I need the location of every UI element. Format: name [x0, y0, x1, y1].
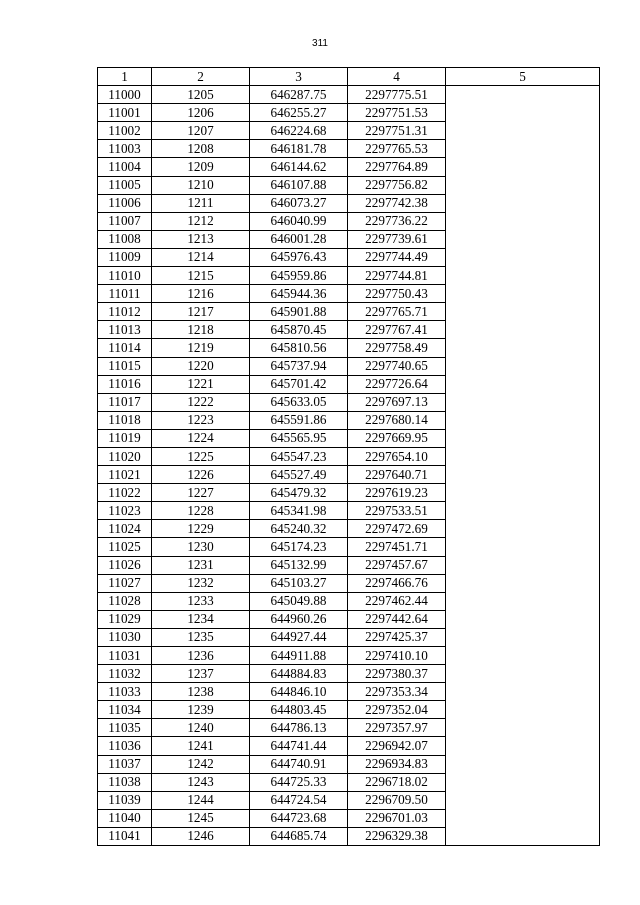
table-cell-col1: 11026	[98, 556, 152, 574]
table-cell-col2: 1233	[152, 592, 250, 610]
table-cell-col3: 644740.91	[250, 755, 348, 773]
table-cell-col4: 2297765.71	[348, 303, 446, 321]
table-cell-col1: 11024	[98, 520, 152, 538]
table-cell-col4: 2296718.02	[348, 773, 446, 791]
table-cell-col2: 1222	[152, 393, 250, 411]
table-cell-col2: 1236	[152, 647, 250, 665]
table-cell-col3: 646001.28	[250, 230, 348, 248]
table-cell-col2: 1234	[152, 610, 250, 628]
table-cell-col3: 645527.49	[250, 466, 348, 484]
table-cell-col4: 2297451.71	[348, 538, 446, 556]
table-cell-col2: 1244	[152, 791, 250, 809]
table-cell-col4: 2296934.83	[348, 755, 446, 773]
table-cell-col3: 645701.42	[250, 375, 348, 393]
table-cell-col1: 11021	[98, 466, 152, 484]
page-number: 311	[312, 38, 328, 49]
table-cell-col3: 645901.88	[250, 303, 348, 321]
table-cell-col1: 11005	[98, 176, 152, 194]
table-cell-col3: 644846.10	[250, 683, 348, 701]
table-cell-col2: 1216	[152, 285, 250, 303]
table-cell-col1: 11038	[98, 773, 152, 791]
table-cell-col4: 2297466.76	[348, 574, 446, 592]
table-cell-col3: 645959.86	[250, 267, 348, 285]
table-cell-col4: 2297442.64	[348, 610, 446, 628]
table-cell-col2: 1218	[152, 321, 250, 339]
table-cell-col3: 644884.83	[250, 665, 348, 683]
table-cell-col2: 1230	[152, 538, 250, 556]
table-cell-col1: 11031	[98, 647, 152, 665]
table-body	[98, 86, 600, 846]
table-cell-col4: 2297680.14	[348, 411, 446, 429]
column-header-5: 5	[446, 68, 600, 86]
table-cell-col1: 11007	[98, 212, 152, 230]
table-cell-col3: 646073.27	[250, 194, 348, 212]
table-cell-col4: 2296329.38	[348, 827, 446, 845]
table-cell-col1: 11022	[98, 484, 152, 502]
table-cell-col4: 2297352.04	[348, 701, 446, 719]
table-cell-col1: 11034	[98, 701, 152, 719]
table-cell-col2: 1239	[152, 701, 250, 719]
table-cell-col3: 645810.56	[250, 339, 348, 357]
table-cell-col4: 2297410.10	[348, 647, 446, 665]
table-cell-col4: 2297740.65	[348, 357, 446, 375]
table-cell-col2: 1213	[152, 230, 250, 248]
table-cell-col4: 2297739.61	[348, 230, 446, 248]
table-cell-col1: 11001	[98, 104, 152, 122]
table-cell-col4: 2297751.31	[348, 122, 446, 140]
table-cell-col3: 645565.95	[250, 429, 348, 447]
table-cell-col1: 11040	[98, 809, 152, 827]
table-cell-col4: 2297765.53	[348, 140, 446, 158]
table-cell-col2: 1224	[152, 429, 250, 447]
table-cell-col3: 645944.36	[250, 285, 348, 303]
table-cell-col2: 1229	[152, 520, 250, 538]
table-cell-col1: 11020	[98, 447, 152, 465]
table-cell-col1: 11036	[98, 737, 152, 755]
table-cell-col2: 1246	[152, 827, 250, 845]
table-cell-col1: 11032	[98, 665, 152, 683]
table-cell-col4: 2297744.81	[348, 267, 446, 285]
table-cell-col2: 1235	[152, 628, 250, 646]
table-cell-col3: 644786.13	[250, 719, 348, 737]
table-cell-col3: 645240.32	[250, 520, 348, 538]
table-cell-col3: 645479.32	[250, 484, 348, 502]
table-cell-col3: 644803.45	[250, 701, 348, 719]
table-cell-col2: 1226	[152, 466, 250, 484]
table-cell-col1: 11027	[98, 574, 152, 592]
table-cell-col2: 1241	[152, 737, 250, 755]
table-cell-col3: 645132.99	[250, 556, 348, 574]
table-cell-col1: 11041	[98, 827, 152, 845]
table-cell-col1: 11002	[98, 122, 152, 140]
table-cell-col1: 11025	[98, 538, 152, 556]
table-cell-col2: 1243	[152, 773, 250, 791]
table-cell-col2: 1217	[152, 303, 250, 321]
table-cell-col1: 11015	[98, 357, 152, 375]
table-cell-col4: 2297744.49	[348, 248, 446, 266]
table-cell-col2: 1238	[152, 683, 250, 701]
table-cell-col3: 646224.68	[250, 122, 348, 140]
table-cell-col3: 644960.26	[250, 610, 348, 628]
table-cell-col1: 11039	[98, 791, 152, 809]
table-cell-col4: 2297767.41	[348, 321, 446, 339]
table-cell-col1: 11003	[98, 140, 152, 158]
table-cell-col4: 2296701.03	[348, 809, 446, 827]
table-cell-col1: 11016	[98, 375, 152, 393]
table-cell-col4: 2297457.67	[348, 556, 446, 574]
table-cell-col1: 11028	[98, 592, 152, 610]
table-cell-col1: 11000	[98, 86, 152, 104]
table-cell-col3: 644723.68	[250, 809, 348, 827]
table-cell-col3: 645633.05	[250, 393, 348, 411]
table-cell-col1: 11030	[98, 628, 152, 646]
table-cell-col2: 1227	[152, 484, 250, 502]
table-cell-col1: 11037	[98, 755, 152, 773]
table-cell-col4: 2297697.13	[348, 393, 446, 411]
table-cell-col1: 11008	[98, 230, 152, 248]
table-cell-col2: 1228	[152, 502, 250, 520]
table-cell-col3: 645547.23	[250, 447, 348, 465]
table-cell-col4: 2297533.51	[348, 502, 446, 520]
coordinates-table	[97, 67, 600, 846]
table-cell-col1: 11018	[98, 411, 152, 429]
table-cell-col1: 11017	[98, 393, 152, 411]
table-header	[98, 68, 600, 86]
table-cell-col1: 11006	[98, 194, 152, 212]
table-cell-col4: 2297751.53	[348, 104, 446, 122]
table-cell-col2: 1208	[152, 140, 250, 158]
table-cell-col2: 1214	[152, 248, 250, 266]
table-cell-col3: 646181.78	[250, 140, 348, 158]
table-cell-col3: 645591.86	[250, 411, 348, 429]
table-cell-col2: 1210	[152, 176, 250, 194]
table-cell-col1: 11029	[98, 610, 152, 628]
table-cell-col2: 1232	[152, 574, 250, 592]
table-cell-col2: 1231	[152, 556, 250, 574]
table-cell-col3: 645049.88	[250, 592, 348, 610]
table-cell-col3: 646107.88	[250, 176, 348, 194]
table-cell-col2: 1211	[152, 194, 250, 212]
table-cell-col1: 11011	[98, 285, 152, 303]
table-cell-col2: 1220	[152, 357, 250, 375]
table-cell-col3: 644724.54	[250, 791, 348, 809]
table-cell-col1: 11010	[98, 267, 152, 285]
table-cell-col4: 2297654.10	[348, 447, 446, 465]
table-cell-col1: 11023	[98, 502, 152, 520]
table-cell-col3: 646255.27	[250, 104, 348, 122]
table-cell-col3: 646144.62	[250, 158, 348, 176]
table-cell-col4: 2296942.07	[348, 737, 446, 755]
table-cell-col3: 646287.75	[250, 86, 348, 104]
column-header-4: 4	[348, 68, 446, 86]
column-header-2: 2	[152, 68, 250, 86]
table-cell-col3: 644685.74	[250, 827, 348, 845]
notes-cell	[446, 86, 600, 846]
table-cell-col4: 2297775.51	[348, 86, 446, 104]
table-cell-col4: 2297764.89	[348, 158, 446, 176]
table-cell-col4: 2297357.97	[348, 719, 446, 737]
table-cell-col2: 1215	[152, 267, 250, 285]
table-cell-col3: 645341.98	[250, 502, 348, 520]
table-cell-col4: 2297353.34	[348, 683, 446, 701]
table-cell-col4: 2297472.69	[348, 520, 446, 538]
table-cell-col2: 1221	[152, 375, 250, 393]
table-cell-col1: 11013	[98, 321, 152, 339]
table-cell-col1: 11035	[98, 719, 152, 737]
table-cell-col4: 2297380.37	[348, 665, 446, 683]
table-cell-col3: 645174.23	[250, 538, 348, 556]
table-cell-col4: 2297750.43	[348, 285, 446, 303]
table-cell-col1: 11012	[98, 303, 152, 321]
table-cell-col2: 1225	[152, 447, 250, 465]
table-cell-col4: 2297619.23	[348, 484, 446, 502]
table-cell-col2: 1223	[152, 411, 250, 429]
table-cell-col1: 11019	[98, 429, 152, 447]
table-cell-col4: 2297462.44	[348, 592, 446, 610]
table-cell-col3: 645103.27	[250, 574, 348, 592]
table-cell-col4: 2297736.22	[348, 212, 446, 230]
table-cell-col2: 1212	[152, 212, 250, 230]
table-cell-col2: 1237	[152, 665, 250, 683]
table-cell-col3: 644927.44	[250, 628, 348, 646]
table-cell-col3: 645737.94	[250, 357, 348, 375]
table-cell-col1: 11009	[98, 248, 152, 266]
table-cell-col3: 646040.99	[250, 212, 348, 230]
table-cell-col2: 1209	[152, 158, 250, 176]
table-cell-col4: 2297756.82	[348, 176, 446, 194]
table-cell-col2: 1207	[152, 122, 250, 140]
table-cell-col4: 2297425.37	[348, 628, 446, 646]
table-cell-col3: 645870.45	[250, 321, 348, 339]
table-cell-col3: 644741.44	[250, 737, 348, 755]
table-cell-col2: 1240	[152, 719, 250, 737]
table-cell-col3: 644911.88	[250, 647, 348, 665]
table-cell-col1: 11033	[98, 683, 152, 701]
table-cell-col4: 2297742.38	[348, 194, 446, 212]
table-cell-col3: 645976.43	[250, 248, 348, 266]
table-row	[98, 86, 600, 104]
table-cell-col4: 2297758.49	[348, 339, 446, 357]
header-row	[98, 68, 600, 86]
table-cell-col2: 1219	[152, 339, 250, 357]
table-cell-col3: 644725.33	[250, 773, 348, 791]
table-cell-col2: 1205	[152, 86, 250, 104]
column-header-3: 3	[250, 68, 348, 86]
table-cell-col2: 1206	[152, 104, 250, 122]
table-cell-col1: 11004	[98, 158, 152, 176]
column-header-1: 1	[98, 68, 152, 86]
table-cell-col1: 11014	[98, 339, 152, 357]
table-cell-col2: 1242	[152, 755, 250, 773]
table-cell-col4: 2297640.71	[348, 466, 446, 484]
table-cell-col4: 2296709.50	[348, 791, 446, 809]
table-cell-col2: 1245	[152, 809, 250, 827]
table-cell-col4: 2297726.64	[348, 375, 446, 393]
table-cell-col4: 2297669.95	[348, 429, 446, 447]
